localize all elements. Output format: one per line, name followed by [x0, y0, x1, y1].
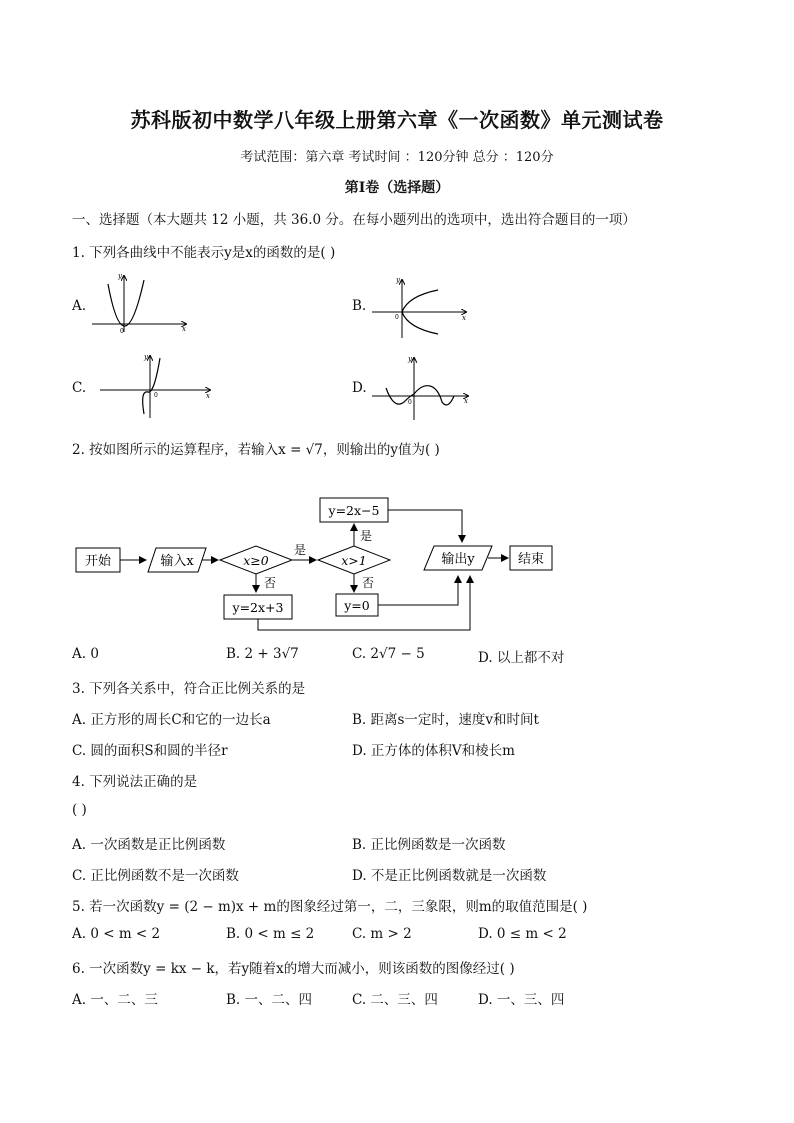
- q2-option-b: B. 2 + 3√7: [226, 646, 299, 662]
- q5-option-a: A. 0 < m < 2: [72, 926, 161, 942]
- flow-yes-label: 是: [293, 543, 307, 557]
- q3-option-b: B. 距离s一定时，速度v和时间t: [352, 712, 539, 728]
- wave-curve: [386, 386, 454, 405]
- flow-box-left-label: y=2x+3: [232, 600, 284, 615]
- q1-graph-b: [368, 274, 474, 340]
- q1-option-d-label: D.: [352, 380, 367, 396]
- q4-option-c: C. 正比例函数不是一次函数: [72, 868, 239, 884]
- q3-option-d: D. 正方体的体积V和棱长m: [352, 743, 515, 759]
- q5-option-d: D. 0 ≤ m < 2: [478, 926, 567, 942]
- question-4-answer-paren: ( ): [72, 802, 87, 818]
- question-2-stem: 2. 按如图所示的运算程序，若输入x = √7，则输出的y值为( ): [72, 442, 440, 458]
- question-5-stem: 5. 若一次函数y = (2 − m)x + m的图象经过第一，二，三象限，则m的取值范围是( ): [72, 899, 588, 915]
- q5-option-c: C. m > 2: [352, 926, 412, 942]
- origin-label: 0: [120, 328, 124, 335]
- q6-option-a: A. 一、二、三: [72, 992, 158, 1008]
- x-axis-label: x: [464, 397, 468, 405]
- q3-option-c: C. 圆的面积S和圆的半径r: [72, 743, 228, 759]
- flow-box-top-label: y=2x−5: [328, 503, 380, 518]
- q6-option-b: B. 一、二、四: [226, 992, 313, 1008]
- q2-option-c: C. 2√7 − 5: [352, 646, 425, 662]
- q1-graph-d: [368, 354, 474, 424]
- page-title: 苏科版初中数学八年级上册第六章《一次函数》单元测试卷: [130, 108, 664, 132]
- flow-output-label: 输出y: [441, 552, 475, 567]
- q4-option-b: B. 正比例函数是一次函数: [352, 837, 506, 853]
- origin-label: 0: [154, 392, 158, 399]
- q1-option-c-label: C.: [72, 380, 87, 396]
- y-axis-label: y: [144, 353, 148, 361]
- x-axis-label: x: [206, 392, 210, 400]
- y-axis-label: y: [408, 355, 412, 363]
- cubic-curve: [143, 358, 160, 414]
- flow-yes-label: 是: [359, 529, 373, 543]
- y-axis-label: y: [118, 272, 122, 280]
- question-6-stem: 6. 一次函数y = kx − k，若y随着x的增大而减小，则该函数的图像经过( ): [72, 961, 515, 977]
- origin-label: 0: [408, 399, 412, 406]
- q2-option-a: A. 0: [72, 646, 99, 662]
- part-heading: 一、选择题（本大题共 12 小题，共 36.0 分。在每小题列出的选项中，选出符合题目的一项）: [72, 212, 636, 228]
- exam-info: 考试范围：第六章 考试时间 ：120分钟 总分 ：120分: [240, 150, 554, 165]
- flow-box-mid-label: y=0: [344, 598, 370, 613]
- parabola-curve: [108, 280, 144, 326]
- flow-arrow: [388, 510, 462, 542]
- question-1-stem: 1. 下列各曲线中不能表示y是x的函数的是( ): [72, 245, 336, 261]
- question-3-stem: 3. 下列各关系中，符合正比例关系的是: [72, 681, 306, 697]
- question-4-stem: 4. 下列说法正确的是: [72, 774, 198, 790]
- flow-end-label: 结束: [517, 552, 545, 567]
- q1-option-b-label: B.: [352, 298, 367, 314]
- q3-option-a: A. 正方形的周长C和它的一边长a: [72, 712, 271, 728]
- q1-graph-c: [96, 352, 216, 420]
- x-axis-label: x: [462, 314, 466, 322]
- flow-start-label: 开始: [84, 554, 112, 569]
- flow-no-label: 否: [263, 576, 277, 590]
- flow-input-label: 输入x: [160, 554, 194, 569]
- origin-label: 0: [395, 314, 399, 321]
- flow-no-label: 否: [361, 576, 375, 590]
- x-axis-label: x: [182, 325, 186, 333]
- q1-graph-a: [88, 270, 198, 336]
- section-heading: 第Ⅰ卷（选择题）: [344, 180, 450, 196]
- q6-option-d: D. 一、三、四: [478, 992, 565, 1008]
- q4-option-d: D. 不是正比例函数就是一次函数: [352, 868, 547, 884]
- y-axis-label: y: [396, 276, 400, 284]
- flow-condition-2-label: x>1: [341, 553, 367, 568]
- q1-option-a-label: A.: [72, 298, 87, 314]
- q5-option-b: B. 0 < m ≤ 2: [226, 926, 315, 942]
- q4-option-a: A. 一次函数是正比例函数: [72, 837, 226, 853]
- flow-condition-1-label: x≥0: [243, 553, 269, 568]
- q2-flowchart: [70, 490, 570, 636]
- q6-option-c: C. 二、三、四: [352, 992, 438, 1008]
- flow-arrow: [378, 576, 458, 605]
- q2-option-d: D. 以上都不对: [478, 650, 565, 666]
